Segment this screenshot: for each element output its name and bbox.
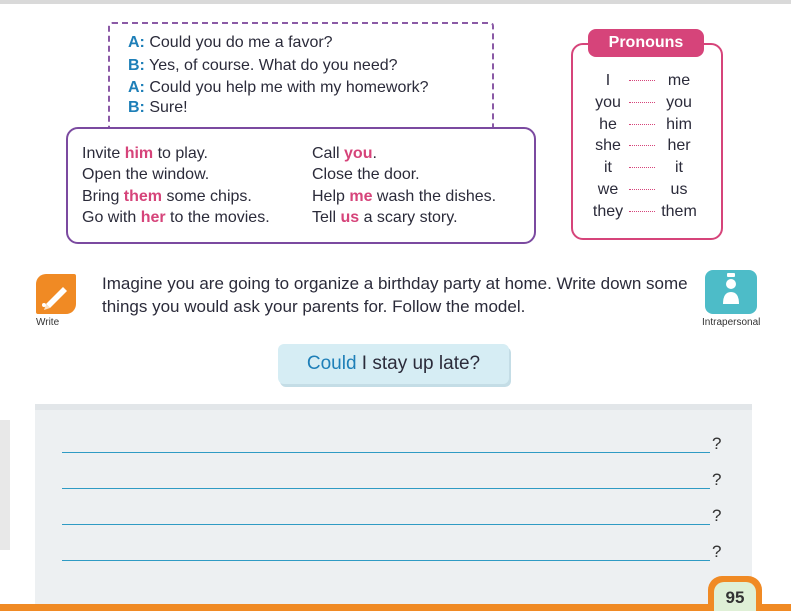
question-mark: ?	[712, 542, 722, 561]
panel-edge	[35, 404, 752, 410]
answer-line[interactable]	[62, 452, 710, 453]
example-sentence: Invite him to play.	[82, 145, 208, 162]
dialog-line: B: Sure!	[128, 99, 188, 116]
example-sentence: Call you.	[312, 145, 377, 162]
top-edge	[0, 0, 791, 4]
dialog-line: A: Could you do me a favor?	[128, 34, 333, 51]
page-number: 95	[714, 582, 756, 611]
pronoun-row: you you	[595, 94, 692, 111]
question-mark: ?	[712, 434, 722, 453]
dialog-line: B: Yes, of course. What do you need?	[128, 57, 398, 74]
example-sentence: Open the window.	[82, 166, 210, 183]
pronoun-row: she her	[595, 137, 691, 154]
pronouns-title: Pronouns	[588, 29, 704, 57]
answer-line[interactable]	[62, 524, 710, 525]
example-sentence: Go with her to the movies.	[82, 209, 270, 226]
answer-line[interactable]	[62, 560, 710, 561]
model-sentence: Could I stay up late?	[278, 344, 509, 384]
pronoun-row: they them	[592, 203, 697, 220]
pronoun-row: we us	[597, 181, 688, 198]
pencil-icon	[36, 274, 76, 314]
example-sentence: Close the door.	[312, 166, 420, 183]
answer-line[interactable]	[62, 488, 710, 489]
question-mark: ?	[712, 470, 722, 489]
example-sentence: Help me wash the dishes.	[312, 188, 497, 205]
question-mark: ?	[712, 506, 722, 525]
example-sentence: Bring them some chips.	[82, 188, 252, 205]
write-label: Write	[36, 317, 60, 328]
footer-bar	[0, 604, 791, 611]
activity-instruction: Imagine you are going to organize a birthday party at home. Write down some things you would ask your parents for. Follow the model.	[102, 274, 688, 316]
example-sentence: Tell us a scary story.	[312, 209, 458, 226]
side-decoration	[0, 420, 10, 550]
writing-panel	[35, 404, 752, 611]
dialog-line: A: Could you help me with my homework?	[128, 79, 429, 96]
pronoun-row: it it	[604, 159, 683, 176]
intrapersonal-label: Intrapersonal	[702, 317, 761, 328]
person-icon	[705, 270, 757, 314]
pronoun-row: I me	[605, 72, 691, 89]
pronoun-row: he him	[599, 116, 692, 133]
